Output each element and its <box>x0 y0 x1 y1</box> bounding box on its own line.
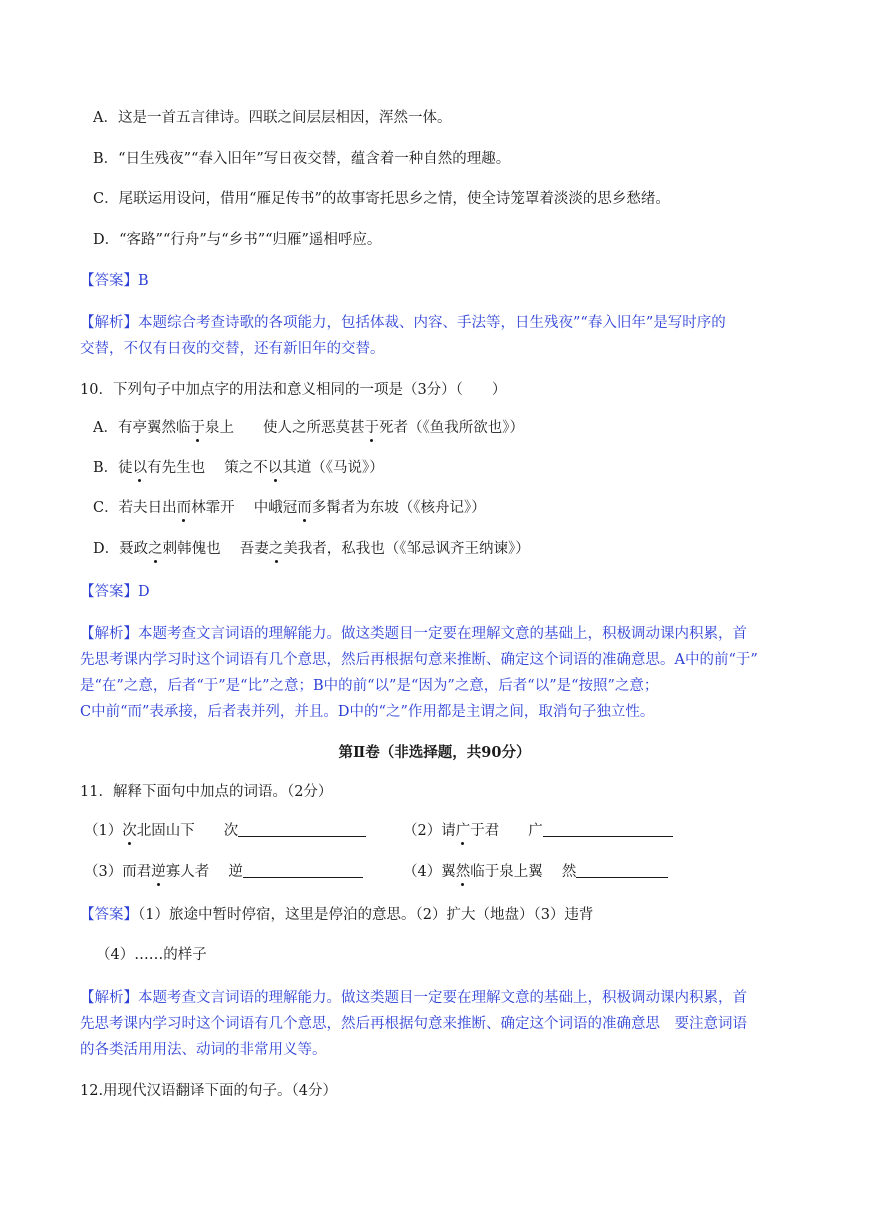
q9-analysis-line-2: 交替，不仅有日夜的交替，还有新旧年的交替。 <box>80 341 385 357</box>
dotted-char: 于 <box>190 420 205 436</box>
q9-option-c: C．尾联运用设问，借用“雁足传书”的故事寄托思乡之情，使全诗笼罩着淡淡的思乡愁绪。 <box>93 191 670 207</box>
q12-stem: 12.用现代汉语翻译下面的句子。（4分） <box>80 1083 338 1099</box>
answer-tag: 【答案】 <box>80 907 138 923</box>
text-segment: D．聂政 <box>93 541 149 557</box>
dotted-char: 然 <box>455 864 471 880</box>
text-segment: 林霏开 中峨冠 <box>191 500 298 516</box>
q9-option-b: B．“日生残夜”“春入旧年”写日夜交替，蕴含着一种自然的理趣。 <box>93 151 511 167</box>
text-segment: （3）而君 <box>84 864 152 880</box>
q9-analysis-line-1 <box>80 313 726 333</box>
section-title: 第Ⅱ卷（非选择题，共90分） <box>338 744 531 761</box>
answer-text: （1）旅途中暂时停宿，这里是停泊的意思。（2）扩大（地盘）（3）违背 <box>138 907 594 923</box>
text-segment: 泉上 使人之所恶莫甚 <box>204 420 365 436</box>
text-segment: 多髯者为东坡（《核舟记》） <box>311 500 486 516</box>
q11-item-3 <box>84 862 363 882</box>
q10-option-a <box>93 418 524 438</box>
q10-answer <box>80 582 150 602</box>
q10-stem: 10．下列句子中加点字的用法和意义相同的一项是（3分）（ ） <box>80 382 507 398</box>
text-segment: A．有亭翼然临 <box>93 420 191 436</box>
answer-tag: 【答案】 <box>80 584 138 600</box>
text-segment: B．徒 <box>93 460 133 476</box>
q11-item-1 <box>84 821 366 841</box>
q10-analysis-line-2: 先思考课内学习时这个词语有几个意思，然后再根据句意来推断、确定这个词语的准确意思。A中的前“于” <box>80 652 758 668</box>
answer-blank[interactable] <box>243 863 363 878</box>
text-segment: 美我者，私我也（《邹忌讽齐王纳谏》） <box>283 541 530 557</box>
text-segment: 北固山下 次 <box>136 823 239 839</box>
dotted-char: 广 <box>455 823 471 839</box>
q9-answer <box>80 271 149 291</box>
answer-value: D <box>138 584 150 600</box>
dotted-char: 逆 <box>151 864 166 880</box>
q10-analysis-line-4: C中前“而”表承接，后者表并列，并且。D中的“之”作用都是主谓之间，取消句子独立性。 <box>80 704 655 720</box>
dotted-char: 于 <box>364 420 379 436</box>
dotted-char: 之 <box>148 541 163 557</box>
q11-analysis-line-1 <box>80 988 747 1008</box>
analysis-tag: 【解析】 <box>80 315 138 331</box>
q10-option-d <box>93 539 530 559</box>
q9-option-d: D．“客路”“行舟”与“乡书”“归雁”遥相呼应。 <box>93 232 382 248</box>
q10-analysis-line-1 <box>80 624 747 644</box>
answer-blank[interactable] <box>238 822 366 837</box>
text-segment: 于君 广 <box>470 823 543 839</box>
text-segment: 临于泉上翼 然 <box>470 864 577 880</box>
answer-blank[interactable] <box>543 822 673 837</box>
q11-answer-line-2: （4）……的样子 <box>96 947 207 963</box>
analysis-text: 本题考查文言词语的理解能力。做这类题目一定要在理解文意的基础上，积极调动课内积累，首 <box>138 626 747 642</box>
text-segment: 其道（《马说》） <box>282 460 384 476</box>
dotted-char: 次 <box>122 823 137 839</box>
q10-option-c <box>93 498 486 518</box>
answer-value: B <box>138 273 149 289</box>
q11-analysis-line-3: 的各类活用用法、动词的非常用义等。 <box>80 1042 327 1058</box>
text-segment: （4）翼 <box>403 864 456 880</box>
q10-analysis-line-3: 是“在”之意，后者“于”是“比”之意；B中的前“以”是“因为”之意，后者“以”是“按照”之意； <box>80 678 659 694</box>
q11-item-4 <box>403 862 668 882</box>
q10-option-b <box>93 458 384 478</box>
text-segment: （1） <box>84 823 123 839</box>
dotted-char: 以 <box>132 460 148 476</box>
text-segment: 刺韩傀也 吾妻 <box>162 541 269 557</box>
answer-blank[interactable] <box>576 863 668 878</box>
text-segment: 死者（《鱼我所欲也》） <box>378 420 524 436</box>
q11-stem: 11．解释下面句中加点的词语。（2分） <box>80 784 333 800</box>
text-segment: C．若夫日出 <box>93 500 177 516</box>
analysis-tag: 【解析】 <box>80 990 138 1006</box>
analysis-text: 本题考查文言词语的理解能力。做这类题目一定要在理解文意的基础上，积极调动课内积累，首 <box>138 990 747 1006</box>
q11-analysis-line-2: 先思考课内学习时这个词语有几个意思，然后再根据句意来推断、确定这个词语的准确意思 要注意词语 <box>80 1016 747 1032</box>
answer-tag: 【答案】 <box>80 273 138 289</box>
text-segment: 寡人者 逆 <box>165 864 243 880</box>
dotted-char: 之 <box>268 541 284 557</box>
analysis-text: 本题综合考查诗歌的各项能力，包括体裁、内容、手法等，日生残夜”“春入旧年”是写时序的 <box>138 315 726 331</box>
q11-item-2 <box>403 821 673 841</box>
q11-answer-line-1 <box>80 905 593 925</box>
analysis-tag: 【解析】 <box>80 626 138 642</box>
q9-option-a: A．这是一首五言律诗。四联之间层层相因，浑然一体。 <box>93 110 452 126</box>
text-segment: 有先生也 策之不 <box>147 460 268 476</box>
dotted-char: 而 <box>297 500 312 516</box>
dotted-char: 以 <box>267 460 283 476</box>
dotted-char: 而 <box>176 500 192 516</box>
text-segment: （2）请 <box>403 823 456 839</box>
